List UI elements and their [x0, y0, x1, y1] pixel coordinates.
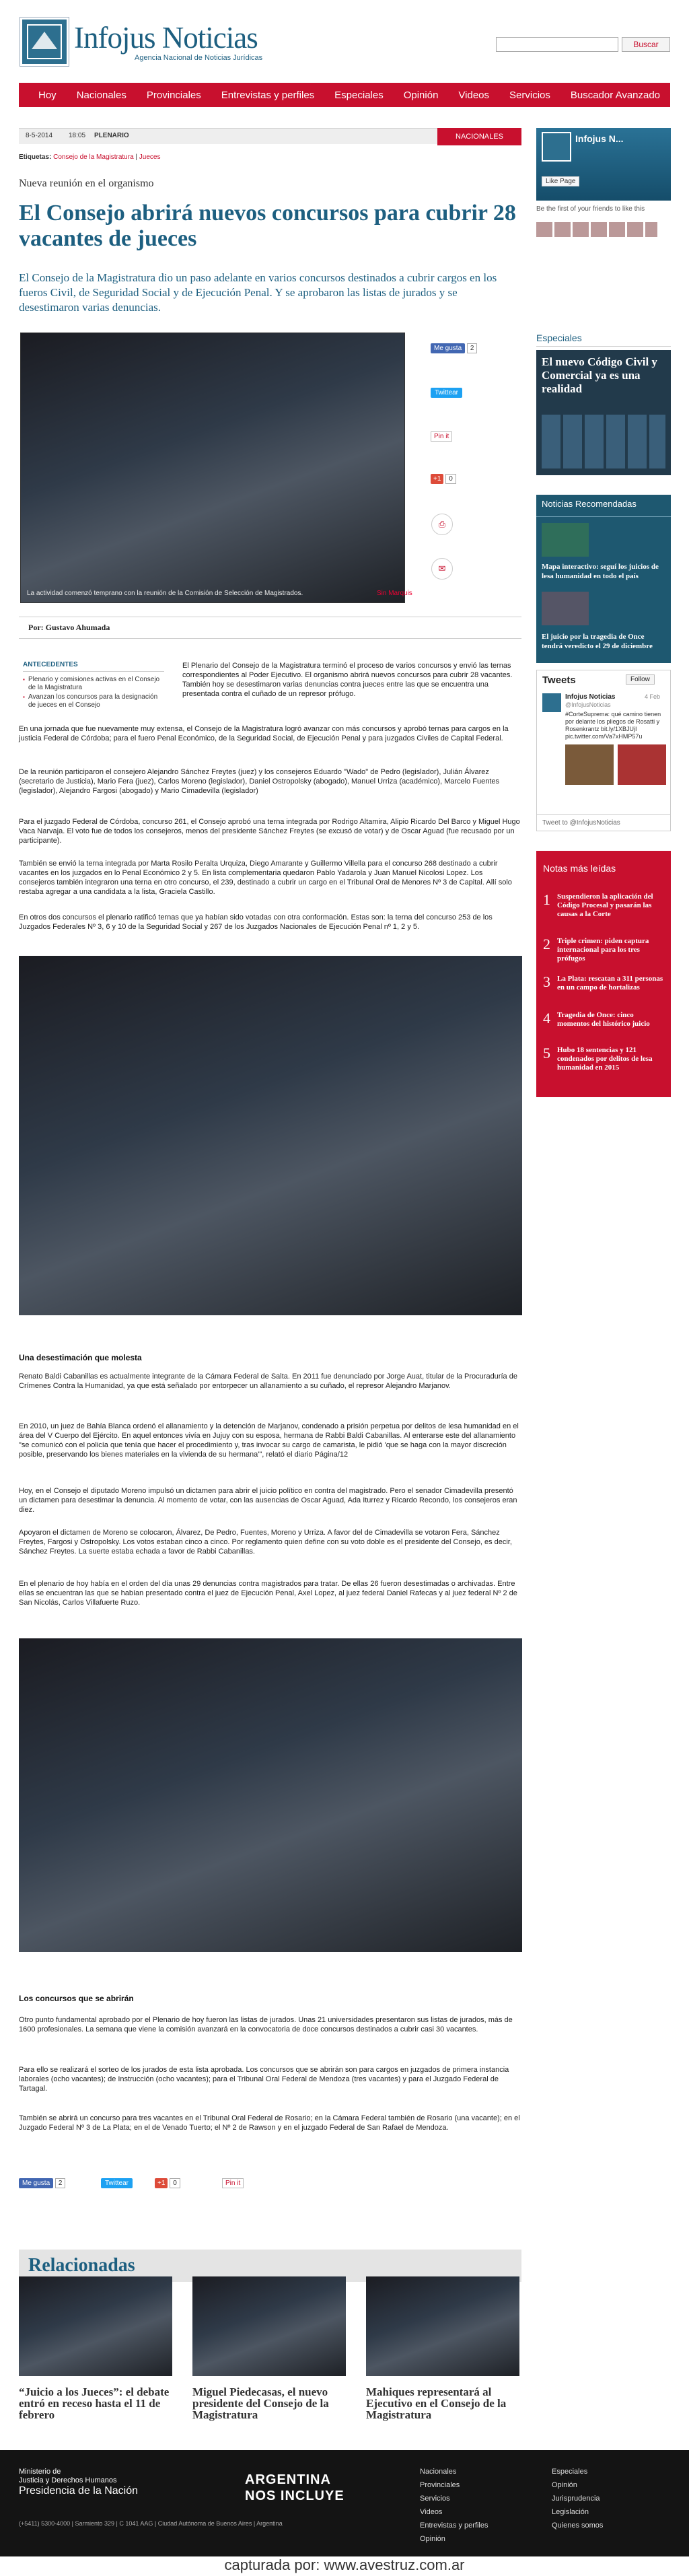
section-subhead: Una desestimación que molesta: [19, 1353, 142, 1362]
footer-link[interactable]: Opinión: [552, 2481, 577, 2489]
tweets-title: Tweets: [542, 674, 576, 686]
nav-item-provinciales[interactable]: Provinciales: [146, 89, 201, 101]
mas-leidas-box: [536, 851, 671, 1097]
tweet-text: #CorteSuprema: qué camino tienen por delante los pliegos de Rosatti y Rosenkrantz bit.ly/1XBJUjI pic.twitter.com/Va7xHMP57u: [565, 711, 661, 740]
gplus-button[interactable]: +1: [431, 474, 443, 484]
article-author: Por: Gustavo Ahumada: [19, 617, 521, 639]
especiales-title: Especiales: [536, 333, 671, 347]
tags-label: Etiquetas:: [19, 153, 52, 161]
footer-link[interactable]: Jurisprudencia: [552, 2495, 600, 2503]
rec-link-2[interactable]: El juicio por la tragedia de Once tendrá veredicto el 29 de diciembre: [542, 633, 653, 650]
tweet-avatar: [542, 693, 561, 712]
paragraph: En otros dos concursos el plenario ratificó ternas que ya habían sido votadas con otra conformación. Estas son: la terna del concurso 253 de los Juzgados Federales Nº 3, 6 y 10 de la Seguridad Social y 267 de los Juzgados Nacionales de Ejecución Penal nº 1, 2 y 5.: [19, 913, 493, 931]
paragraph: Otro punto fundamental aprobado por el Plenario de hoy fueron las listas de jurados. Unas 21 universidades presentaron sus listas de jurados, más de 1600 profesionales. La semana que viene la comisión avanzará en la convocatoria de doce concursos destinados a cubrir casi 30 vacantes.: [19, 2016, 513, 2033]
footer-link[interactable]: Especiales: [552, 2468, 588, 2476]
photo-caption: La actividad comenzó temprano con la reunión de la Comisión de Selección de Magistrados.: [27, 590, 303, 597]
fb-page-avatar: [542, 132, 571, 162]
mas-leidas-item[interactable]: 2 Triple crimen: piden captura internacional para los tres prófugos: [543, 936, 649, 963]
footer-link[interactable]: Legislación: [552, 2508, 589, 2516]
paragraph: Renato Baldi Cabanillas es actualmente integrante de la Cámara Federal de Salta. En 2011 fue denunciado por Jorge Auat, titular de la Procuraduría de Crímenes Contra la Humanidad, ya que está señalado por entorpecer un allanamiento a su cuñado, el represor Alejandro Marjanov.: [19, 1372, 517, 1390]
footer: [0, 2450, 689, 2556]
footer-argentina-logo: ARGENTINA NOS INCLUYE: [245, 2472, 344, 2503]
rec-thumb: [542, 592, 589, 625]
fb-page-cover[interactable]: [536, 128, 671, 201]
paragraph: En 2010, un juez de Bahía Blanca ordenó el allanamiento y la detención de Marjanov, condenado a prisión perpetua por delitos de lesa humanidad en el área del V Cuerpo del Ejército. En aquel entonces vivía en Jujuy con su esposa, hermana de Rabbi Baldi Cabanillas. Al enterarse este del allanamiento "se comunicó con el policía que tenía que hacer el procedimiento y, tras invocar su cargo de camarista, le pidió 'que se haga con la mayor discreción posible, preservando los bienes materiales en la vivienda de su hermana'", relató el diario Página/12: [19, 1422, 519, 1459]
related-thumb-3[interactable]: [366, 2276, 519, 2376]
antecedentes-title: ANTECEDENTES: [23, 661, 164, 672]
antecedentes-link[interactable]: ▪ Plenario y comisiones activas en el Consejo de la Magistratura: [23, 676, 164, 692]
footer-ministry[interactable]: Ministerio de Justicia y Derechos Humanos Presidencia de la Nación: [19, 2468, 138, 2497]
search-input[interactable]: [496, 37, 618, 52]
footer-link[interactable]: Opinión: [420, 2535, 445, 2543]
nav-item-especiales[interactable]: Especiales: [334, 89, 384, 101]
capture-watermark: capturada por: www.avestruz.com.ar: [0, 2556, 689, 2576]
paragraph: Para el juzgado Federal de Córdoba, concurso 261, el Consejo aprobó una terna integrada por Rodrigo Altamira, Alipio Ricardo Del Barco y Miguel Hugo Vaca Narvaja. El voto fue de todos los consejeros, menos del presidente Sánchez Freytes (se excusó de votar) y de Oscar Aguad (fue recusado por un participante).: [19, 818, 520, 845]
nav-item-servicios[interactable]: Servicios: [509, 89, 550, 101]
related-title: Relacionadas: [28, 2255, 135, 2276]
fb-like-page-button[interactable]: Like Page: [542, 176, 579, 186]
antecedentes-link[interactable]: ▪ Avanzan los concursos para la designación de jueces en el Consejo: [23, 693, 164, 709]
nav-item-buscador[interactable]: Buscador Avanzado: [570, 89, 661, 101]
article-time: 18:05: [69, 132, 86, 139]
paragraph: También se abrirá un concurso para tres vacantes en el Tribunal Oral Federal de Rosario; en la Cámara Federal también de Rosario (una vacante); en el Juzgado Federal Nº 3 de La Plata; en el de Venado Tuerto; el Nº 2 de Rawson y en el juzgado Federal de San Rafael de Mendoza.: [19, 2114, 520, 2132]
paragraph: En una jornada que fue nuevamente muy extensa, el Consejo de la Magistratura logró avanzar con más concursos y aprobó ternas para cargos en la justicia Federal de Córdoba; para el fuero Penal Económico, de la Seguridad Social, de Ejecución Penal y para juzgados Civiles de Capital Federal.: [19, 725, 509, 742]
tags-row: Etiquetas: Consejo de la Magistratura | Jueces: [19, 153, 161, 161]
paragraph: En el plenario de hoy había en el orden del día unas 29 denuncias contra magistrados para tratar. De ellas 26 fueron desestimadas o archivadas. Entre ellas se encuentran las que se habían presentado contra el juez de Ejecución Penal, Axel Lopez, al juez federal Daniel Rafecas y al juez federal Nº 2 de San Nicolás, Carlos Villafuerte Ruzo.: [19, 1580, 517, 1607]
footer-link[interactable]: Videos: [420, 2508, 443, 2516]
fb-like-button[interactable]: Me gusta: [431, 343, 465, 353]
footer-address: (+5411) 5300-4000 | Sarmiento 329 | C 1041 AAG | Ciudad Autónoma de Buenos Aires | Argentina: [19, 2520, 283, 2527]
twitter-follow-button[interactable]: Follow: [626, 674, 655, 685]
article-lead: El Consejo de la Magistratura dio un paso adelante en varios concursos destinados a cubrir cargos en los fueros Civil, de Seguridad Social y de Ejecución Penal. Y se aprobaron las listas de jurados y se desestimaron varias denuncias.: [19, 271, 497, 314]
tweet-user[interactable]: Infojus Noticias: [565, 693, 616, 701]
nav-item-hoy[interactable]: Hoy: [38, 89, 57, 101]
mas-leidas-item[interactable]: 3 La Plata: rescatan a 311 personas en un campo de hortalizas: [543, 973, 663, 991]
tweet-to-link[interactable]: Tweet to @InfojusNoticias: [537, 814, 670, 831]
paragraph: De la reunión participaron el consejero Alejandro Sánchez Freytes (juez) y los consejeros Eduardo "Wado" de Pedro (legislador), Julián Álvarez (secretario de Justicia), Mario Fera (juez), Carlos Moreno (legislador), Daniel Ostropolsky (abogado), Manuel Urriza (académico), Marcelo Fuentes (legislador), Alejandro Fargosi (abogado) y Mario Cimadevilla (legislador): [19, 768, 500, 795]
fb-like-count: 2: [467, 343, 478, 353]
site-logo-subtitle: Agencia Nacional de Noticias Jurídicas: [135, 54, 263, 62]
fb-friends-text: Be the first of your friends to like this: [536, 205, 645, 213]
search-button[interactable]: Buscar: [622, 37, 670, 52]
fb-like-widget[interactable]: [431, 345, 477, 352]
section-subhead: Los concursos que se abrirán: [19, 1994, 134, 2003]
photo-credit: Sin Marquis: [377, 590, 412, 597]
twitter-share-button[interactable]: Twittear: [431, 388, 462, 398]
especiales-feature-title[interactable]: El nuevo Código Civil y Comercial ya es una realidad: [542, 355, 657, 395]
paragraph: El Plenario del Consejo de la Magistratura terminó el proceso de varios concursos y envió las ternas correspondientes al Poder Ejecutivo. El organismo abrirá nuevos concursos para cubrir 28 vacantes. También hoy se desestimaron varias denuncias contra jueces entre las que se encuentra una presentada contra el cuñado de un represor prófugo.: [182, 662, 513, 698]
footer-link[interactable]: Servicios: [420, 2495, 450, 2503]
footer-link[interactable]: Quienes somos: [552, 2521, 604, 2530]
logo-emblem[interactable]: [20, 18, 69, 66]
tag-consejo[interactable]: Consejo de la Magistratura: [53, 153, 134, 161]
article-main-photo: [20, 333, 405, 603]
fb-page-name[interactable]: Infojus N...: [575, 133, 624, 144]
mas-leidas-title: Notas más leídas: [543, 863, 616, 874]
email-icon[interactable]: ✉: [431, 558, 453, 580]
fb-like-count-bottom: 2: [55, 2178, 66, 2188]
tag-jueces[interactable]: Jueces: [139, 153, 161, 161]
fb-like-button-bottom[interactable]: Me gusta: [19, 2178, 53, 2188]
footer-link[interactable]: Entrevistas y perfiles: [420, 2521, 488, 2530]
related-link-2[interactable]: Miguel Piedecasas, el nuevo presidente del Consejo de la Magistratura: [192, 2386, 329, 2421]
footer-link[interactable]: Provinciales: [420, 2481, 460, 2489]
tweets-widget: [536, 670, 671, 831]
nav-item-nacionales[interactable]: Nacionales: [76, 89, 126, 101]
pinterest-button-bottom[interactable]: Pin it: [222, 2178, 244, 2188]
related-link-1[interactable]: “Juicio a los Jueces”: el debate entró en receso hasta el 11 de febrero: [19, 2386, 170, 2421]
mas-leidas-item[interactable]: 1 Suspendieron la aplicación del Código Procesal y pasarán las causas a la Corte: [543, 891, 653, 918]
section-badge[interactable]: NACIONALES: [437, 128, 521, 145]
article-photo-3: [19, 1638, 522, 1952]
gplus-button-bottom[interactable]: +1: [155, 2178, 168, 2188]
article-date: 8-5-2014: [26, 132, 53, 139]
paragraph: Hoy, en el Consejo el diputado Moreno impulsó un dictamen para abrir el juicio político en contra del magistrado. Pero el senador Cimadevilla presentó un dictamen para desestimar la denuncia. Al momento de votar, con las ausencias de Oscar Aguad, Ada Iturrez y Ricardo Recondo, los consejeros eran diez.: [19, 1487, 517, 1514]
twitter-share-button-bottom[interactable]: Twittear: [101, 2178, 133, 2188]
tweet-date: 4 Feb: [645, 693, 661, 700]
main-nav: [19, 83, 670, 107]
gplus-count-bottom: 0: [170, 2178, 180, 2188]
gplus-count: 0: [445, 474, 456, 484]
paragraph: Apoyaron el dictamen de Moreno se colocaron, Álvarez, De Pedro, Fuentes, Moreno y Urriza. A favor del de Cimadevilla se votaron Fera, Sánchez Freytes, Fargosi y Ostropolsky. Los votos estaban cinco a cinco. Por reglamento quien define con su voto doble es el presidente del Consejo, es decir, Sánchez Freytes. La suerte estaba echada a favor de Rabbi Cabanillas.: [19, 1529, 512, 1556]
paragraph: Para ello se realizará el sorteo de los jurados de esta lista aprobada. Los concursos que se abrirán son para cargos en juzgados de primera instancia laborales (ocho vacantes); de Instrucción (ocho vacantes); para el Tribunal Oral Federal de Mendoza (tres vacantes) y para el Juzgado Federal de Tartagal.: [19, 2066, 509, 2093]
pinterest-button[interactable]: Pin it: [431, 431, 452, 442]
recomendadas-title: Noticias Recomendadas: [542, 499, 637, 509]
nav-item-entrevistas[interactable]: Entrevistas y perfiles: [221, 89, 315, 101]
related-thumb-1[interactable]: [19, 2276, 172, 2376]
article-title: El Consejo abrirá nuevos concursos para cubrir 28 vacantes de jueces: [19, 201, 516, 251]
tweet-image[interactable]: [565, 744, 666, 785]
fb-friend-avatars: [536, 222, 657, 237]
paragraph: También se envió la terna integrada por Marta Rosilo Peralta Urquiza, Diego Amarante y Guillermo Villella para el concurso 268 destinado a cubrir vacantes en los juzgados en lo Penal Económico 2 y 5. En lista complementaria quedaron Pablo Yadarola y Juan Manuel Nicolosi Lopez. Los consejeros también integraron una terna en otro concurso, el 239, destinado a cubrir un cargo en el Tribunal Oral de Menores Nº 3 de Capital. Allí solo restaba agregar a una candidata a la lista, Graciela Castillo.: [19, 860, 512, 896]
especiales-thumbs: [542, 415, 665, 468]
tweet-handle: @InfojusNoticias: [565, 701, 611, 708]
rec-link-1[interactable]: Mapa interactivo: seguí los juicios de lesa humanidad en todo el país: [542, 563, 659, 580]
especiales-feature[interactable]: [536, 350, 671, 475]
article-section: PLENARIO: [94, 132, 129, 139]
recomendadas-box: [536, 495, 671, 663]
nav-item-opinion[interactable]: Opinión: [403, 89, 439, 101]
site-logo-title[interactable]: Infojus Noticias: [74, 21, 258, 55]
mas-leidas-item[interactable]: 4 Tragedia de Once: cinco momentos del histórico juicio: [543, 1010, 650, 1028]
rec-thumb: [542, 523, 589, 557]
antecedentes-box: [19, 661, 168, 711]
mas-leidas-item[interactable]: 5 Hubo 18 sentencias y 121 condenados por delitos de lesa humanidad en 2015: [543, 1045, 653, 1072]
article-photo-2: [19, 956, 522, 1315]
related-link-3[interactable]: Mahiques representará al Ejecutivo en el Consejo de la Magistratura: [366, 2386, 507, 2421]
print-icon[interactable]: ⎙: [431, 514, 453, 535]
nav-item-videos[interactable]: Videos: [458, 89, 490, 101]
footer-link[interactable]: Nacionales: [420, 2468, 457, 2476]
article-overline: Nueva reunión en el organismo: [19, 178, 154, 189]
related-thumb-2[interactable]: [192, 2276, 346, 2376]
